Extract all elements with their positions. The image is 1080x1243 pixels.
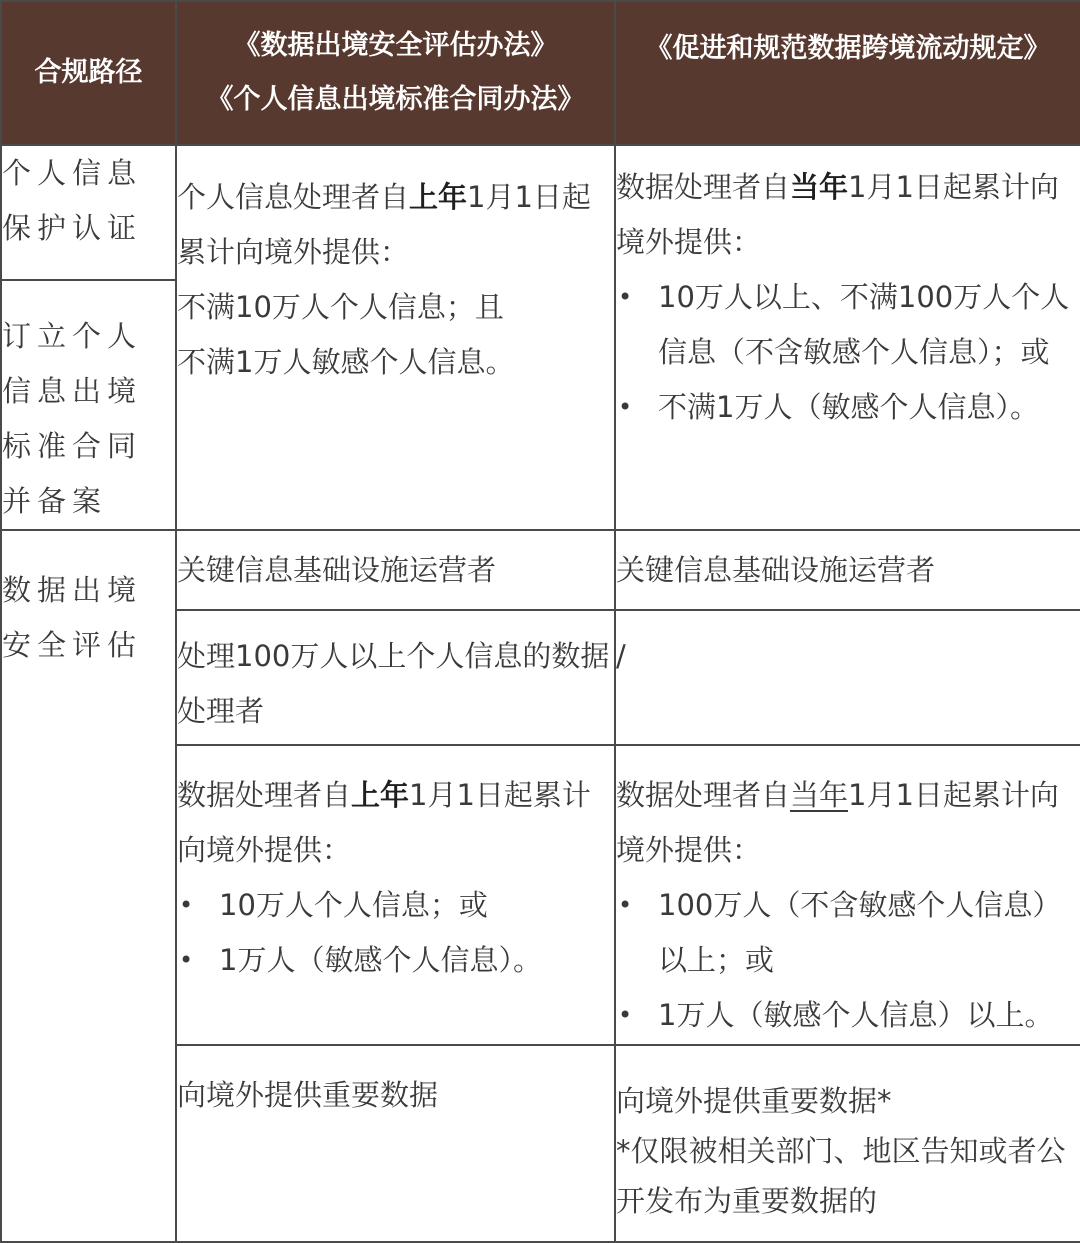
old-rule-line: 不满10万人个人信息；且 [177, 290, 504, 324]
path-standard-contract: 订立个人信息出境标准合同并备案 [1, 280, 176, 530]
path-security-assessment: 数据出境安全评估 [1, 530, 176, 1242]
list-item: • 100万人（不含敏感个人信息）以上；或 [616, 878, 1080, 988]
old-rule-intro: 个人信息处理者自上年1月1日起累计向境外提供： [177, 180, 591, 269]
header-compliance-path: 合规路径 [1, 1, 176, 145]
list-item: • 1万人（敏感个人信息）以上。 [616, 988, 1080, 1043]
old-rule-cell: 向境外提供重要数据 [176, 1045, 615, 1242]
header-old-regulations [176, 1, 615, 145]
path-certification: 个人信息保护认证 [1, 145, 176, 280]
new-rule-list [616, 270, 1080, 435]
list-item: • 不满1万人（敏感个人信息）。 [616, 380, 1080, 435]
old-rule-cell [176, 145, 615, 530]
new-rule-line: 向境外提供重要数据* [616, 1084, 892, 1118]
table-row [1, 145, 1080, 280]
header-new-regulation: 《促进和规范数据跨境流动规定》 [615, 1, 1080, 145]
header-old-reg-2: 《个人信息出境标准合同办法》 [206, 84, 585, 115]
new-rule-cell [615, 1045, 1080, 1242]
list-item: • 10万人以上、不满100万人个人信息（不含敏感个人信息）；或 [616, 270, 1080, 380]
old-rule-cell: 关键信息基础设施运营者 [176, 530, 615, 610]
table-row [1, 530, 1080, 610]
new-rule-cell: 关键信息基础设施运营者 [615, 530, 1080, 610]
footnote: *仅限被相关部门、地区告知或者公开发布为重要数据的 [616, 1134, 1066, 1218]
new-rule-list [616, 878, 1080, 1043]
old-rule-cell [176, 745, 615, 1045]
header-row [1, 1, 1080, 145]
header-old-reg-1: 《数据出境安全评估办法》 [233, 30, 558, 61]
new-rule-intro: 数据处理者自当年1月1日起累计向境外提供： [616, 778, 1059, 867]
new-rule-cell [615, 745, 1080, 1045]
old-rule-line: 不满1万人敏感个人信息。 [177, 345, 515, 379]
list-item: • 1万人（敏感个人信息）。 [177, 933, 614, 988]
old-rule-cell: 处理100万人以上个人信息的数据处理者 [176, 610, 615, 745]
old-rule-intro: 数据处理者自上年1月1日起累计向境外提供： [177, 778, 591, 867]
list-item: • 10万人个人信息；或 [177, 878, 614, 933]
emphasis-last-year: 上年 [409, 180, 468, 214]
emphasis-last-year: 上年 [351, 778, 410, 812]
new-rule-cell: / [615, 610, 1080, 745]
old-rule-list [177, 878, 614, 988]
emphasis-current-year: 当年 [790, 170, 849, 204]
new-rule-intro: 数据处理者自当年1月1日起累计向境外提供： [616, 170, 1059, 259]
underline-current-year: 当年 [790, 778, 849, 812]
new-rule-cell [615, 145, 1080, 530]
